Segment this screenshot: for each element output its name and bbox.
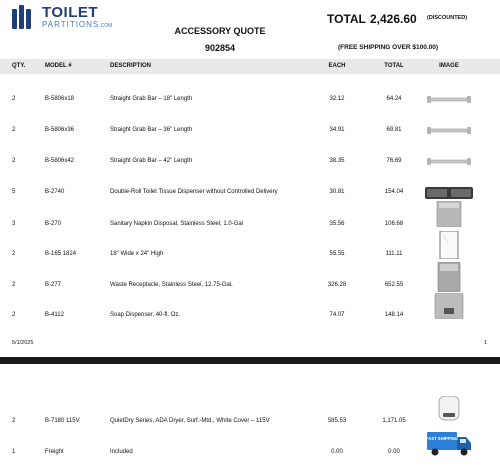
item-total: 106.68 bbox=[384, 221, 404, 227]
total-note: (DISCOUNTED) bbox=[427, 15, 468, 21]
item-total: 0.00 bbox=[388, 449, 400, 455]
item-description: Sanitary Napkin Disposal, Stainless Steel, 1.0-Gal bbox=[110, 221, 244, 227]
brand-suffix: .COM bbox=[99, 23, 113, 29]
item-model: B-277 bbox=[45, 282, 62, 288]
brand-name-line2: PARTITIONS bbox=[42, 20, 100, 29]
hand-dryer-icon bbox=[424, 396, 474, 422]
item-qty: 2 bbox=[12, 418, 16, 424]
soap-dispenser-icon bbox=[424, 293, 474, 319]
column-header-total: TOTAL bbox=[384, 63, 404, 69]
item-total: 69.81 bbox=[386, 127, 402, 133]
item-each: 326.28 bbox=[327, 282, 347, 288]
item-model: B-7180 115V bbox=[45, 418, 80, 424]
item-each: 74.07 bbox=[329, 312, 345, 318]
column-header-model: MODEL # bbox=[45, 63, 72, 69]
quote-number: 902854 bbox=[204, 43, 236, 53]
table-row bbox=[0, 262, 500, 292]
total-label: TOTAL bbox=[327, 12, 366, 26]
table-row bbox=[0, 396, 500, 422]
table-row bbox=[0, 151, 500, 173]
item-description: Included bbox=[110, 449, 133, 455]
item-description: Straight Grab Bar – 42" Length bbox=[110, 158, 193, 164]
item-total: 76.69 bbox=[386, 158, 402, 164]
column-header-each: EACH bbox=[328, 63, 346, 69]
item-each: 34.91 bbox=[329, 127, 345, 133]
column-header-qty: QTY. bbox=[12, 63, 26, 69]
grab-bar-icon bbox=[424, 151, 474, 173]
item-model: Freight bbox=[45, 449, 64, 455]
item-total: 111.11 bbox=[385, 251, 403, 257]
item-model: B-5806x36 bbox=[45, 127, 75, 133]
column-header-description: DESCRIPTION bbox=[110, 63, 152, 69]
total-value: 2,426.60 bbox=[370, 12, 417, 26]
shipping-note: (FREE SHIPPING OVER $100.00) bbox=[338, 44, 439, 51]
item-each: 32.12 bbox=[329, 96, 345, 102]
brand-name-line1: TOILET bbox=[42, 4, 99, 21]
item-qty: 5 bbox=[12, 189, 16, 195]
item-model: B-270 bbox=[45, 221, 62, 227]
item-qty: 2 bbox=[12, 251, 16, 257]
item-each: 55.55 bbox=[329, 251, 345, 257]
item-total: 148.14 bbox=[384, 312, 404, 318]
item-qty: 2 bbox=[12, 312, 16, 318]
item-qty: 1 bbox=[12, 449, 16, 455]
item-qty: 2 bbox=[12, 282, 16, 288]
item-qty: 2 bbox=[12, 158, 16, 164]
logo-mark-icon bbox=[12, 5, 36, 29]
grab-bar-icon bbox=[424, 120, 474, 142]
table-row bbox=[0, 201, 500, 227]
delivery-truck-icon bbox=[424, 429, 474, 459]
item-qty: 2 bbox=[12, 96, 16, 102]
item-total: 652.55 bbox=[384, 282, 404, 288]
item-model: B-165 1824 bbox=[45, 251, 77, 257]
table-row bbox=[0, 120, 500, 142]
item-description: QuietDry Series, ADA Dryer, Surf.-Mtd., White Cover – 115V bbox=[110, 418, 270, 424]
page-date: 5/1/2025 bbox=[12, 340, 34, 346]
item-model: B-2740 bbox=[45, 189, 65, 195]
page-number: 1 bbox=[484, 340, 488, 346]
column-header-image: IMAGE bbox=[439, 63, 459, 69]
quote-title: ACCESSORY QUOTE bbox=[174, 26, 266, 36]
item-description: Double-Roll Toilet Tissue Dispenser without Controlled Delivery bbox=[110, 189, 278, 195]
item-total: 154.04 bbox=[384, 189, 404, 195]
item-each: 30.81 bbox=[329, 189, 345, 195]
item-total: 1,171.05 bbox=[382, 418, 406, 424]
napkin-disposal-icon bbox=[424, 201, 474, 227]
item-model: B-5806x18 bbox=[45, 96, 75, 102]
item-description: 18" Wide x 24" High bbox=[110, 251, 164, 257]
item-each: 35.56 bbox=[329, 221, 345, 227]
item-each: 0.00 bbox=[331, 449, 343, 455]
page-break bbox=[0, 357, 500, 364]
item-description: Waste Receptacle, Stainless Steel, 12.75-Gal. bbox=[110, 282, 233, 288]
item-total: 64.24 bbox=[386, 96, 402, 102]
item-description: Soap Dispenser, 40-fl. Oz. bbox=[110, 312, 181, 318]
waste-receptacle-icon bbox=[424, 262, 474, 292]
table-row bbox=[0, 429, 500, 459]
table-row bbox=[0, 231, 500, 259]
grab-bar-icon bbox=[424, 89, 474, 111]
item-each: 38.35 bbox=[329, 158, 345, 164]
item-description: Straight Grab Bar – 18" Length bbox=[110, 96, 193, 102]
brand-logo bbox=[12, 5, 112, 29]
item-model: B-5806x42 bbox=[45, 158, 75, 164]
table-row bbox=[0, 293, 500, 319]
truck-label: FAST SHIPPING bbox=[426, 436, 458, 441]
item-qty: 3 bbox=[12, 221, 16, 227]
item-description: Straight Grab Bar – 36" Length bbox=[110, 127, 193, 133]
table-row bbox=[0, 89, 500, 111]
item-each: 585.53 bbox=[327, 418, 347, 424]
item-qty: 2 bbox=[12, 127, 16, 133]
mirror-icon bbox=[424, 231, 474, 259]
item-model: B-4112 bbox=[45, 312, 64, 318]
